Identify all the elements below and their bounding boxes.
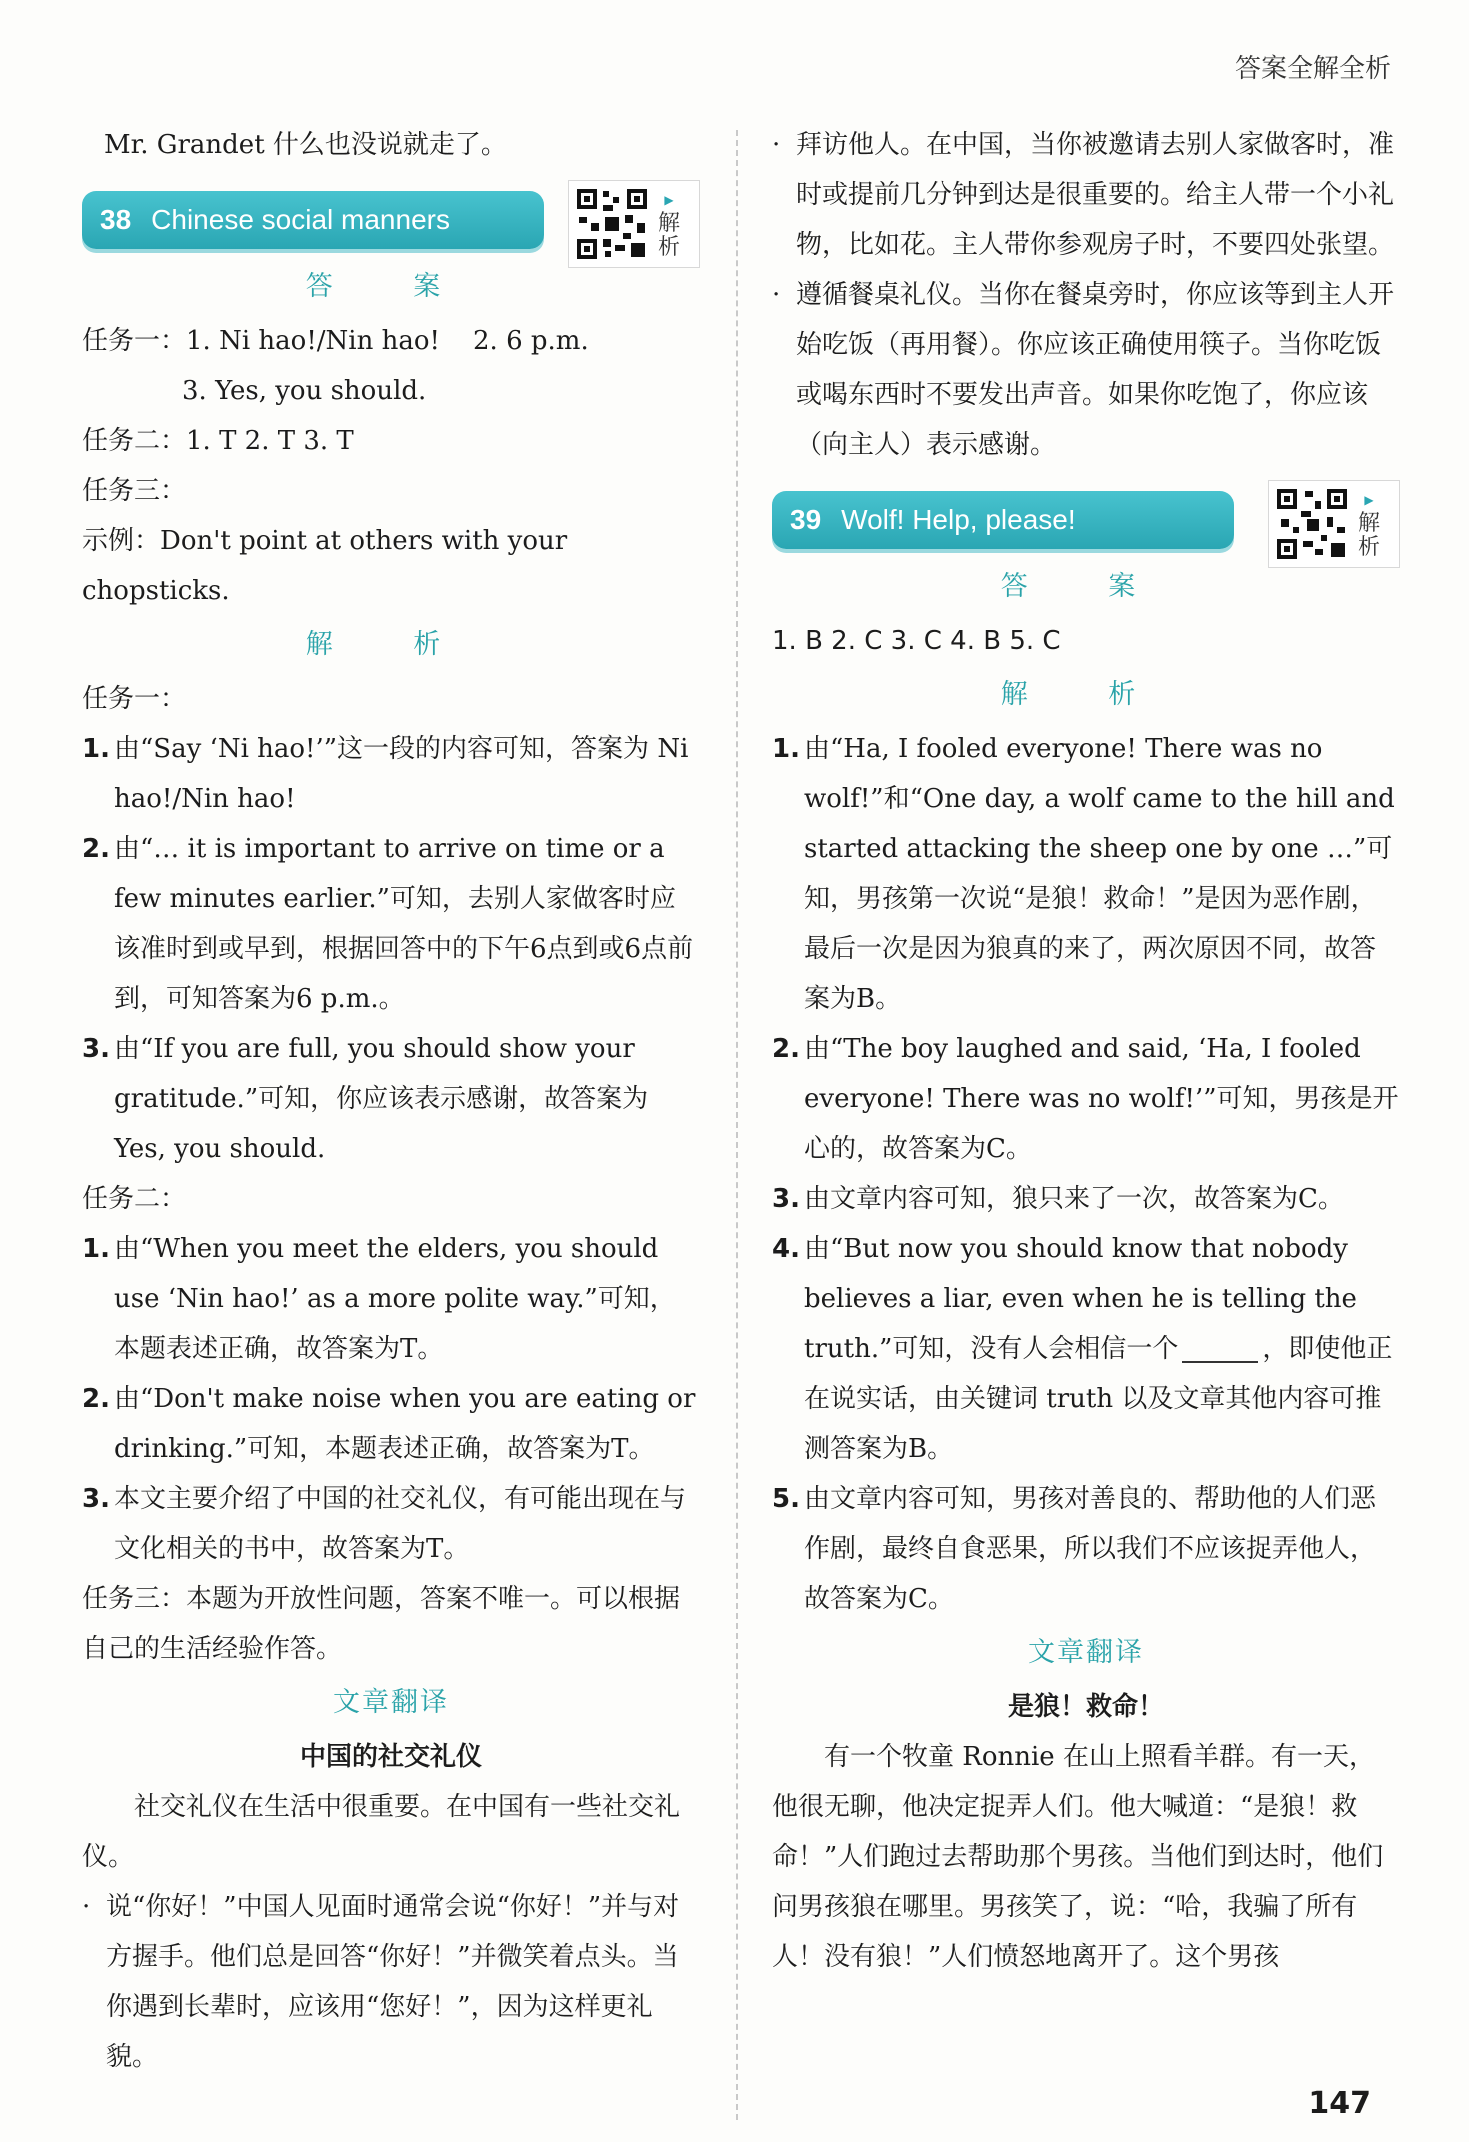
play-icon: ▶ bbox=[664, 193, 674, 207]
translation-text: 有一个牧童 Ronnie 在山上照看羊群。有一天，他很无聊，他决定捉弄人们。他大喊道：“是狼！救命！”人们跑过去帮助那个男孩。当他们到达时，他们问男孩狼在哪里。男孩笑了，说：“哈，我骗了所有人！没有狼！”人们愤怒地离开了。这个男孩 bbox=[772, 1742, 1384, 1972]
analysis-item: 3. 由“If you are full, you should show your gratitude.”可知，你应该表示感谢，故答案为 Yes, you should. bbox=[82, 1034, 649, 1164]
top-line: Mr. Grandet 什么也没说就走了。 bbox=[104, 130, 507, 160]
translation-heading: 文章翻译 bbox=[1028, 1637, 1144, 1668]
analysis-item: 2. 由“The boy laughed and said, ‘Ha, I fooled everyone! There was no wolf!’”可知，男孩是开心的，故答案为C。 bbox=[772, 1034, 1399, 1164]
analysis-heading: 解 析 bbox=[305, 629, 477, 660]
task1-label: 任务一： bbox=[82, 684, 187, 714]
column-divider bbox=[736, 130, 738, 2120]
analysis-item: 3. 本文主要介绍了中国的社交礼仪，有可能出现在与文化相关的书中，故答案为T。 bbox=[82, 1484, 687, 1564]
answer-task1: 任务一：1. Ni hao!/Nin hao! 2. 6 p.m. bbox=[82, 326, 589, 356]
analysis-item: 3. 由文章内容可知，狼只来了一次，故答案为C。 bbox=[772, 1184, 1344, 1214]
analysis-item: 1. 由“When you meet the elders, you should use ‘Nin hao!’ as a more polite way.”可知，本题表述正确，故答案为T。 bbox=[82, 1234, 676, 1364]
translation-bullet: · 拜访他人。在中国，当你被邀请去别人家做客时，准时或提前几分钟到达是很重要的。给主人带一个小礼物，比如花。主人带你参观房子时，不要四处张望。 bbox=[772, 130, 1395, 260]
translation-intro: 社交礼仪在生活中很重要。在中国有一些社交礼仪。 bbox=[82, 1792, 681, 1872]
analysis-item: 2. 由“… it is important to arrive on time or a few minutes earlier.”可知，去别人家做客时应该准时到或早到，根据回答中的下午6点到或6点前到，可知答案为6 p.m.。 bbox=[82, 834, 694, 1014]
left-column bbox=[82, 120, 700, 2082]
analysis-item: 1. 由“Ha, I fooled everyone! There was no wolf!”和“One day, a wolf came to the hill and started attacking the sheep one by one …”可知，男孩第一次说“是狼！救命！”是因为恶作剧，最后一次是因为狼真的来了，两次原因不同，故答案为B。 bbox=[772, 734, 1395, 1014]
unit-38-qr[interactable] bbox=[568, 180, 700, 268]
play-icon: ▶ bbox=[1364, 493, 1374, 507]
unit-39-banner bbox=[772, 486, 1400, 560]
qr-code-icon bbox=[1275, 487, 1349, 561]
qr-analysis-label: ▶ 解析 bbox=[1355, 488, 1383, 560]
answer-example: 示例：Don't point at others with your chopsticks. bbox=[82, 526, 568, 606]
answer-list: 1. B 2. C 3. C 4. B 5. C bbox=[772, 626, 1061, 656]
unit-38-title: Chinese social manners bbox=[151, 204, 450, 235]
qr-code-icon bbox=[575, 187, 649, 261]
unit-38-number: 38 bbox=[100, 204, 132, 235]
blank-line bbox=[1182, 1337, 1258, 1363]
translation-title: 中国的社交礼仪 bbox=[299, 1742, 482, 1772]
answer-heading: 答 案 bbox=[1000, 571, 1172, 602]
answer-task1-3: 3. Yes, you should. bbox=[182, 376, 427, 406]
analysis-item: 1. 由“Say ‘Ni hao!’”这一段的内容可知，答案为 Ni hao!/Nin hao! bbox=[82, 734, 689, 814]
unit-39-qr[interactable] bbox=[1268, 480, 1400, 568]
analysis-item: 4. 由“But now you should know that nobody believes a liar, even when he is telling the truth.”可知，没有人会相信一个 ，即使他正在说实话，由关键词 truth 以及文章其他内容可推测答案为B。 bbox=[772, 1234, 1393, 1464]
analysis-item: 5. 由文章内容可知，男孩对善良的、帮助他的人们恶作剧，最终自食恶果，所以我们不应该捉弄他人，故答案为C。 bbox=[772, 1484, 1377, 1614]
analysis-heading: 解 析 bbox=[1000, 679, 1172, 710]
unit-38-bar bbox=[82, 191, 544, 249]
unit-39-number: 39 bbox=[790, 504, 822, 535]
unit-38-banner bbox=[82, 186, 700, 260]
translation-bullet: · 说“你好！”中国人见面时通常会说“你好！”并与对方握手。他们总是回答“你好！”并微笑着点头。当你遇到长辈时，应该用“您好！”，因为这样更礼貌。 bbox=[82, 1892, 680, 2072]
translation-title: 是狼！救命！ bbox=[1007, 1692, 1164, 1722]
qr-analysis-label: ▶ 解析 bbox=[655, 188, 683, 260]
analysis-item: 2. 由“Don't make noise when you are eating or drinking.”可知，本题表述正确，故答案为T。 bbox=[82, 1384, 696, 1464]
unit-39-bar bbox=[772, 491, 1234, 549]
page-number: 147 bbox=[1308, 2086, 1371, 2121]
page-header: 答案全解全析 bbox=[1234, 54, 1391, 84]
answer-task2: 任务二：1. T 2. T 3. T bbox=[82, 426, 354, 456]
translation-bullet: · 遵循餐桌礼仪。当你在餐桌旁时，你应该等到主人开始吃饭（再用餐）。你应该正确使用筷子。当你吃饭或喝东西时不要发出声音。如果你吃饱了，你应该（向主人）表示感谢。 bbox=[772, 280, 1395, 460]
answer-task3: 任务三： bbox=[82, 476, 187, 506]
answer-heading: 答 案 bbox=[305, 271, 477, 302]
task2-label: 任务二： bbox=[82, 1184, 187, 1214]
right-column bbox=[772, 120, 1400, 1982]
unit-39-title: Wolf! Help, please! bbox=[841, 504, 1076, 535]
translation-heading: 文章翻译 bbox=[333, 1687, 449, 1718]
task3-analysis: 任务三：本题为开放性问题，答案不唯一。可以根据自己的生活经验作答。 bbox=[82, 1584, 681, 1664]
